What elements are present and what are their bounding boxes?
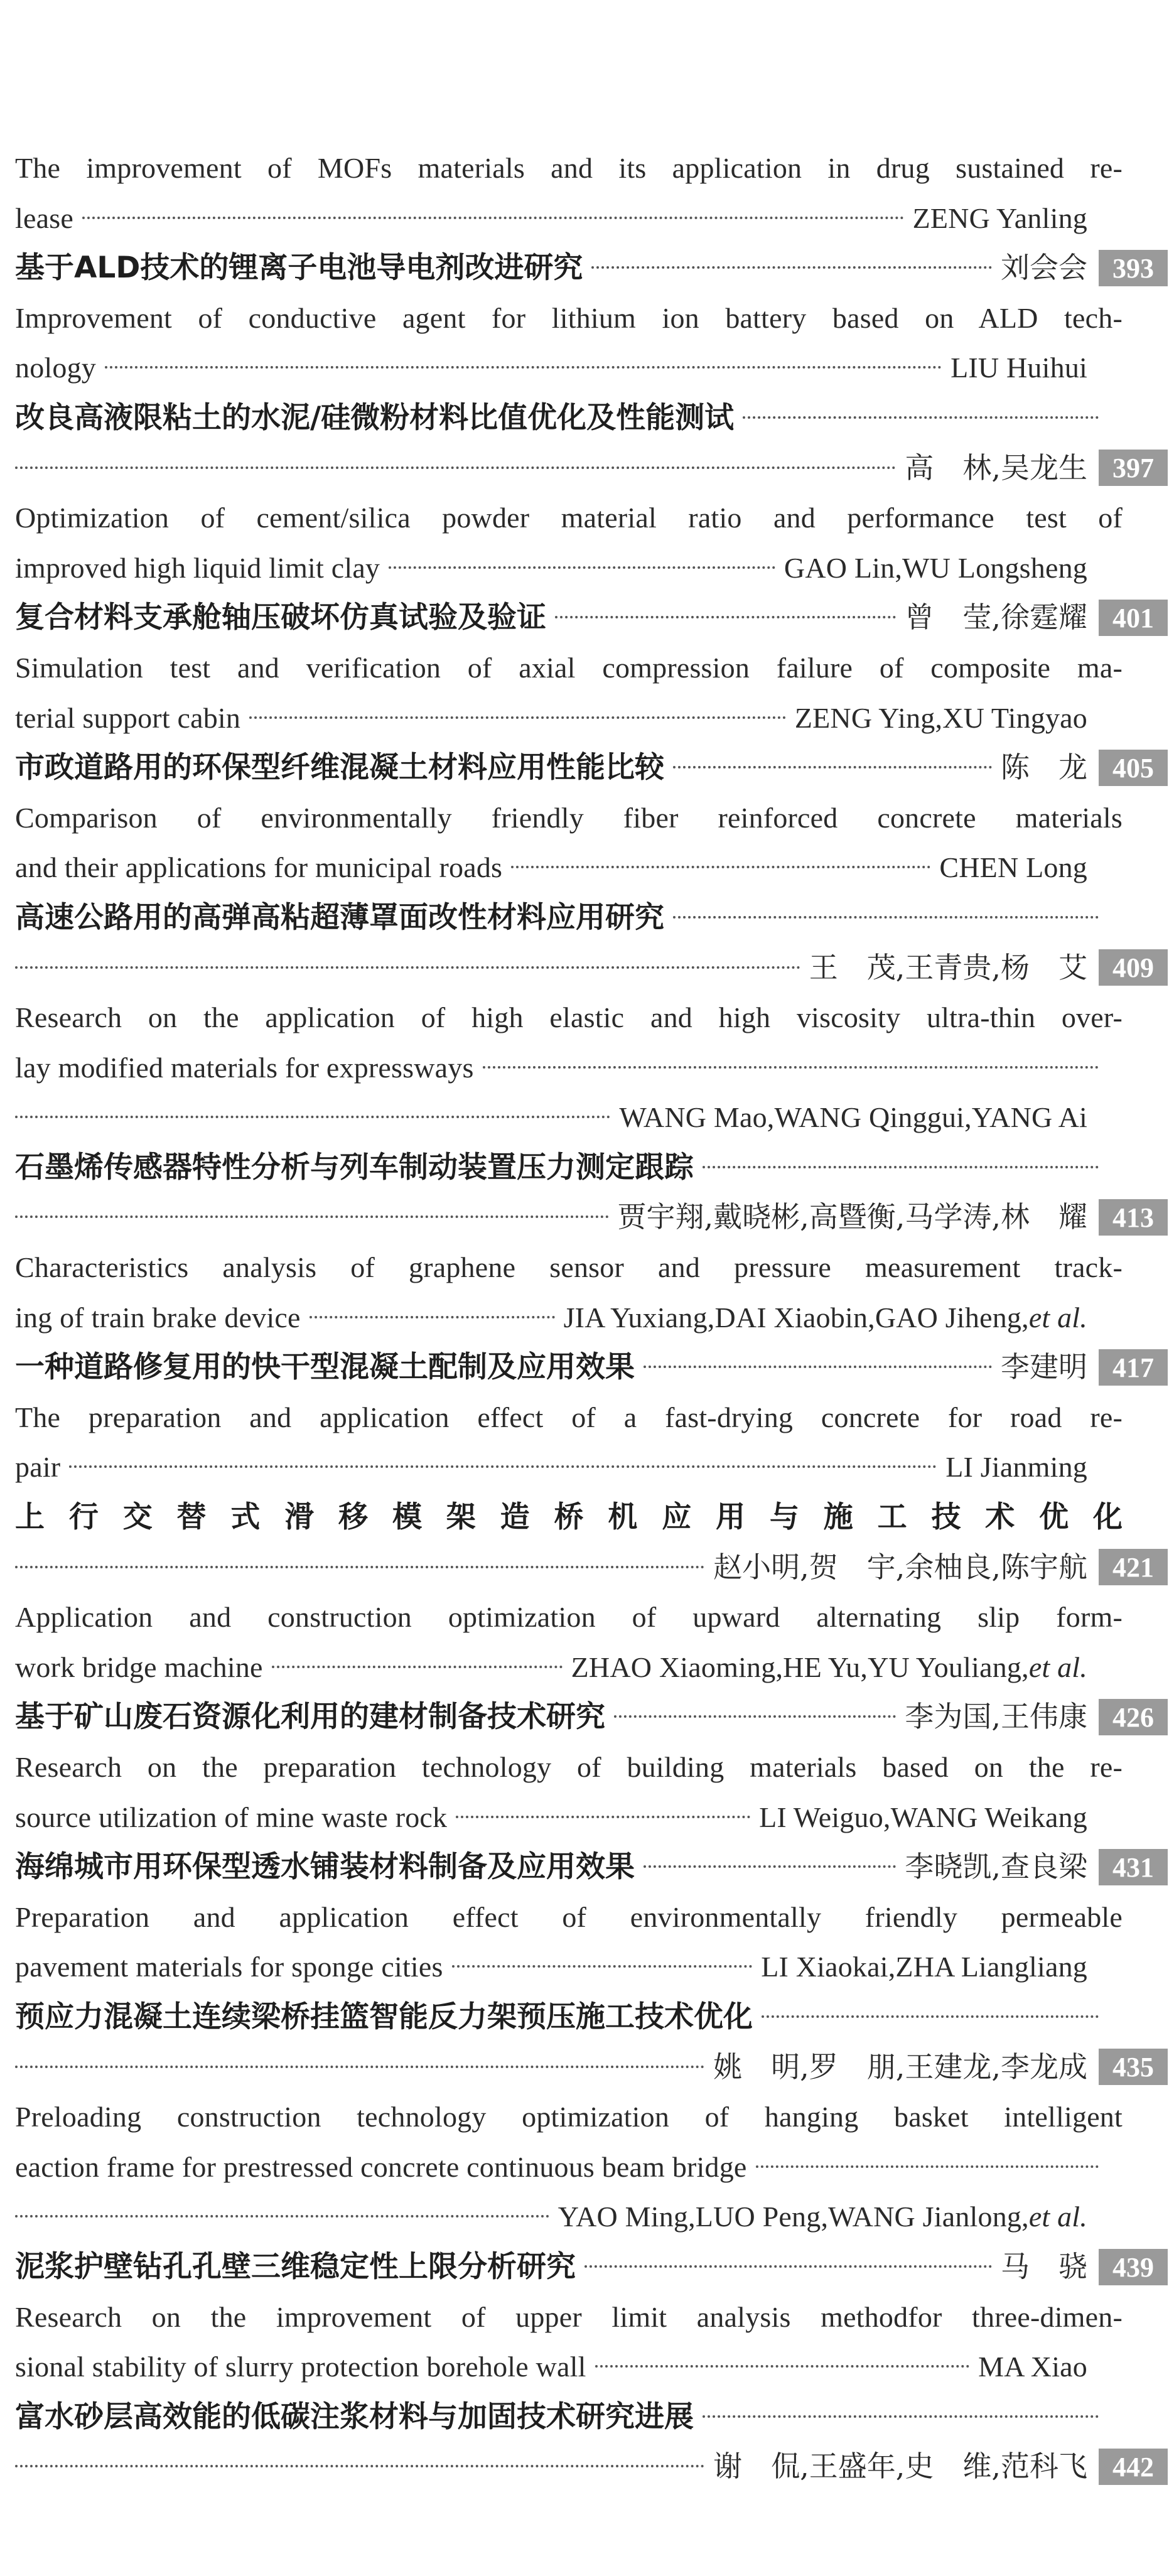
author-text: 高 林,吴龙生 [905,450,1087,485]
leader-dots [644,1865,896,1868]
et-al-text: et al. [1028,2201,1087,2233]
author-text: ZHAO Xiaoming,HE Yu,YU Youliang, [571,1651,1029,1683]
toc-line [15,543,1168,593]
toc-line [15,1393,1168,1443]
english-title-text: Characteristics analysis of graphene sensor and pressure measurement track- [15,1251,1123,1284]
author-names [784,543,1087,593]
author-text: 李为国,王伟康 [905,1700,1087,1734]
chinese-title-text: 上行交替式滑移模架造桥机应用与施工技术优化 [15,1500,1123,1535]
chinese-title-text: 泥浆护壁钻孔孔壁三维稳定性上限分析研究 [15,2249,576,2284]
english-title-text: Research on the improvement of upper limit analysis methodfor three-dimen- [15,2300,1123,2333]
english-title-text: Simulation test and verification of axial compression failure of composite ma- [15,651,1123,684]
toc-line [15,1143,1168,1193]
english-title-text: Application and construction optimization of upward alternating slip form- [15,1601,1123,1634]
toc-line [15,843,1168,893]
english-title-text: sional stability of slurry protection borehole wall [15,2351,586,2383]
toc-entry-zh [15,243,1168,293]
author-text: 贾宇翔,戴晓彬,高暨衡,马学涛,林 耀 [617,1200,1087,1234]
page-number-badge[interactable]: 435 [1099,2049,1168,2085]
leader-dots [15,2465,704,2467]
page-number-badge[interactable]: 393 [1099,250,1168,286]
leader-dots [249,716,786,719]
toc-line [15,493,1168,543]
author-text: 谢 侃,王盛年,史 维,范科飞 [713,2449,1087,2484]
toc-line [15,393,1168,443]
toc-line [15,1492,1168,1543]
english-title-text: The preparation and application effect of a fast-drying concrete for road re- [15,1401,1123,1433]
toc-line [15,1092,1168,1143]
toc-line [15,793,1168,843]
author-text: 曾 莹,徐霆耀 [905,600,1087,635]
author-names [618,1192,1088,1242]
toc-line [15,293,1168,343]
author-names [571,1642,1087,1693]
english-title-text: improved high liquid limit clay [15,551,380,584]
chinese-title-text: 富水砂层高效能的低碳注浆材料与加固技术研究进展 [15,2399,694,2434]
toc-entry-en [15,1892,1168,1992]
page-number-badge[interactable]: 409 [1099,949,1168,986]
author-text: 马 骁 [1001,2249,1087,2283]
toc-entry-zh [15,893,1168,993]
english-title-text: Preparation and application effect of environmentally friendly permeable [15,1900,1123,1933]
chinese-title-text: 基于ALD技术的锂离子电池导电剂改进研究 [15,251,583,286]
toc-line [15,1293,1168,1343]
author-names [1001,2242,1087,2292]
table-of-contents [15,143,1168,2492]
leader-dots [511,866,930,868]
page-number-badge[interactable]: 405 [1099,750,1168,786]
leader-dots [743,416,1099,419]
author-names [978,2342,1087,2392]
toc-entry-en [15,1242,1168,1342]
toc-line [15,943,1168,993]
author-names [939,843,1087,893]
toc-line [15,993,1168,1043]
author-names [713,2042,1087,2093]
chinese-title-text: 预应力混凝土连续梁桥挂篮智能反力架预压施工技术优化 [15,1999,753,2034]
author-names [759,1792,1087,1843]
author-names [564,1293,1087,1343]
author-text: 赵小明,贺 宇,余柚良,陈宇航 [713,1549,1087,1584]
toc-entry-zh [15,1492,1168,1592]
leader-dots [614,1715,896,1718]
toc-entry-en [15,993,1168,1143]
toc-line [15,2192,1168,2242]
toc-entry-zh [15,1692,1168,1742]
english-title-text: lay modified materials for expressways [15,1051,474,1084]
toc-entry-en [15,293,1168,393]
toc-entry-zh [15,1342,1168,1393]
author-text: YAO Ming,LUO Peng,WANG Jianlong, [557,2201,1029,2233]
toc-line [15,2042,1168,2093]
author-text: 李晓凯,查良梁 [905,1850,1087,1884]
chinese-title-text: 改良高液限粘土的水泥/硅微粉材料比值优化及性能测试 [15,400,735,435]
toc-entry-zh [15,743,1168,793]
toc-entry-en [15,793,1168,893]
toc-entry-en [15,1592,1168,1692]
leader-dots [15,1566,704,1568]
author-names [809,943,1087,993]
toc-line [15,1242,1168,1293]
toc-line [15,743,1168,793]
toc-line [15,2092,1168,2142]
author-names [1001,743,1087,793]
leader-dots [673,916,1099,919]
chinese-title-text: 高速公路用的高弹高粘超薄罩面改性材料应用研究 [15,900,664,935]
english-title-text: pavement materials for sponge cities [15,1951,443,1983]
author-names [905,1692,1087,1742]
leader-dots [82,217,904,219]
toc-entry-en [15,1742,1168,1842]
english-title-text: ing of train brake device [15,1301,301,1334]
author-text: LI Jianming [945,1451,1087,1484]
toc-line [15,2142,1168,2192]
author-text: 刘会会 [1001,251,1087,285]
toc-entry-zh [15,1992,1168,2092]
toc-line [15,2292,1168,2342]
author-text: GAO Lin,WU Longsheng [784,551,1087,584]
toc-entry-en [15,1393,1168,1492]
page-number-badge[interactable]: 442 [1099,2449,1168,2485]
english-title-text: Research on the application of high elastic and high viscosity ultra-thin over- [15,1001,1123,1034]
toc-entry-zh [15,1842,1168,1892]
chinese-title-text: 市政道路用的环保型纤维混凝土材料应用性能比较 [15,750,664,785]
author-text: ZENG Yanling [912,202,1087,234]
toc-line [15,143,1168,193]
leader-dots [15,2215,549,2218]
toc-line [15,1592,1168,1642]
toc-line [15,443,1168,493]
leader-dots [15,1116,610,1118]
page-number-badge[interactable]: 413 [1099,1199,1168,1236]
toc-entry-zh [15,593,1168,643]
leader-dots [555,616,896,618]
leader-dots [483,1066,1099,1069]
english-title-text: Preloading construction technology optimization of hanging basket intelligent [15,2101,1123,2133]
leader-dots [389,566,775,569]
page-number-badge[interactable]: 421 [1099,1549,1168,1585]
chinese-title-text: 基于矿山废石资源化利用的建材制备技术研究 [15,1700,605,1735]
english-title-text: Optimization of cement/silica powder material ratio and performance test of [15,502,1123,534]
toc-entry-en [15,2092,1168,2242]
leader-dots [15,2066,704,2068]
toc-entry-en [15,143,1168,243]
english-title-text: eaction frame for prestressed concrete continuous beam bridge [15,2150,747,2183]
author-names [713,1543,1087,1593]
page-number-badge[interactable]: 426 [1099,1699,1168,1735]
author-names [905,1842,1087,1892]
leader-dots [456,1816,750,1818]
page-number-badge[interactable]: 439 [1099,2249,1168,2285]
toc-entry-en [15,493,1168,593]
et-al-text: et al. [1028,1651,1087,1683]
author-names [913,193,1087,244]
toc-entry-zh [15,393,1168,493]
toc-line [15,1342,1168,1393]
english-title-text: Comparison of environmentally friendly fiber reinforced concrete materials [15,801,1123,834]
author-text: LI Xiaokai,ZHA Liangliang [761,1951,1087,1983]
english-title-text: and their applications for municipal roads [15,851,503,884]
leader-dots [15,966,800,969]
chinese-title-text: 石墨烯传感器特性分析与列车制动装置压力测定跟踪 [15,1150,694,1185]
english-title-text: source utilization of mine waste rock [15,1801,448,1833]
toc-line [15,1043,1168,1093]
leader-dots [762,2015,1099,2018]
leader-dots [673,766,992,768]
toc-line [15,2242,1168,2292]
page-number-badge[interactable]: 401 [1099,600,1168,636]
author-names [905,443,1087,493]
toc-line [15,243,1168,293]
author-text: 姚 明,罗 朋,王建龙,李龙成 [713,2049,1087,2084]
toc-line [15,2342,1168,2392]
toc-line [15,2442,1168,2492]
english-title-text: terial support cabin [15,701,241,734]
author-text: CHEN Long [939,851,1087,884]
author-names [1001,1342,1087,1393]
english-title-text: Improvement of conductive agent for lithium ion battery based on ALD tech- [15,301,1123,334]
toc-line [15,193,1168,244]
et-al-text: et al. [1028,1301,1087,1334]
author-names [619,1092,1087,1143]
toc-line [15,2392,1168,2442]
toc-line [15,343,1168,393]
author-names [795,693,1087,743]
author-text: WANG Mao,WANG Qinggui,YANG Ai [619,1101,1087,1134]
toc-line [15,1942,1168,1992]
chinese-title-text: 海绵城市用环保型透水铺装材料制备及应用效果 [15,1850,635,1885]
english-title-text: lease [15,202,73,234]
english-title-text: The improvement of MOFs materials and its application in drug sustained re- [15,152,1123,184]
author-names [951,343,1087,393]
toc-entry-en [15,643,1168,743]
toc-line [15,893,1168,943]
leader-dots [703,2415,1099,2418]
leader-dots [15,466,896,469]
chinese-title-text: 复合材料支承舱轴压破坏仿真试验及验证 [15,600,546,635]
toc-line [15,643,1168,693]
page-number-badge[interactable]: 431 [1099,1849,1168,1885]
english-title-text: nology [15,352,96,384]
author-names [558,2192,1087,2242]
leader-dots [584,2265,992,2268]
english-title-text: Research on the preparation technology of building materials based on the re- [15,1751,1123,1783]
toc-entry-zh [15,1143,1168,1242]
toc-line [15,1742,1168,1792]
leader-dots [595,2365,970,2368]
leader-dots [15,1215,609,1218]
author-text: LI Weiguo,WANG Weikang [759,1801,1087,1833]
author-names [905,593,1087,643]
chinese-title-text: 一种道路修复用的快干型混凝土配制及应用效果 [15,1350,635,1385]
toc-line [15,1543,1168,1593]
author-text: MA Xiao [978,2351,1087,2383]
toc-line [15,1892,1168,1943]
leader-dots [452,1965,753,1968]
leader-dots [105,366,942,369]
toc-line [15,1842,1168,1892]
author-names [1001,243,1087,293]
page-number-badge[interactable]: 397 [1099,450,1168,486]
toc-line [15,1442,1168,1492]
author-names [761,1942,1087,1992]
leader-dots [703,1166,1099,1168]
author-text: JIA Yuxiang,DAI Xiaobin,GAO Jiheng, [563,1301,1029,1334]
toc-line [15,1642,1168,1693]
leader-dots [644,1366,992,1368]
toc-line [15,593,1168,643]
english-title-text: pair [15,1451,61,1484]
toc-line [15,1192,1168,1242]
author-names [945,1442,1087,1492]
author-text: 陈 龙 [1001,750,1087,785]
toc-entry-zh [15,2242,1168,2292]
author-text: 王 茂,王青贵,杨 艾 [809,950,1087,984]
toc-entry-en [15,2292,1168,2392]
leader-dots [310,1316,555,1318]
toc-line [15,1692,1168,1742]
toc-line [15,1992,1168,2042]
leader-dots [272,1666,563,1668]
page-number-badge[interactable]: 417 [1099,1349,1168,1386]
english-title-text: work bridge machine [15,1651,263,1683]
author-names [713,2442,1087,2492]
toc-entry-zh [15,2392,1168,2492]
author-text: 李建明 [1001,1350,1087,1384]
leader-dots [69,1465,937,1468]
leader-dots [756,2165,1099,2168]
author-text: ZENG Ying,XU Tingyao [794,701,1087,734]
author-text: LIU Huihui [951,352,1087,384]
toc-line [15,1792,1168,1843]
toc-line [15,693,1168,743]
leader-dots [591,266,992,269]
